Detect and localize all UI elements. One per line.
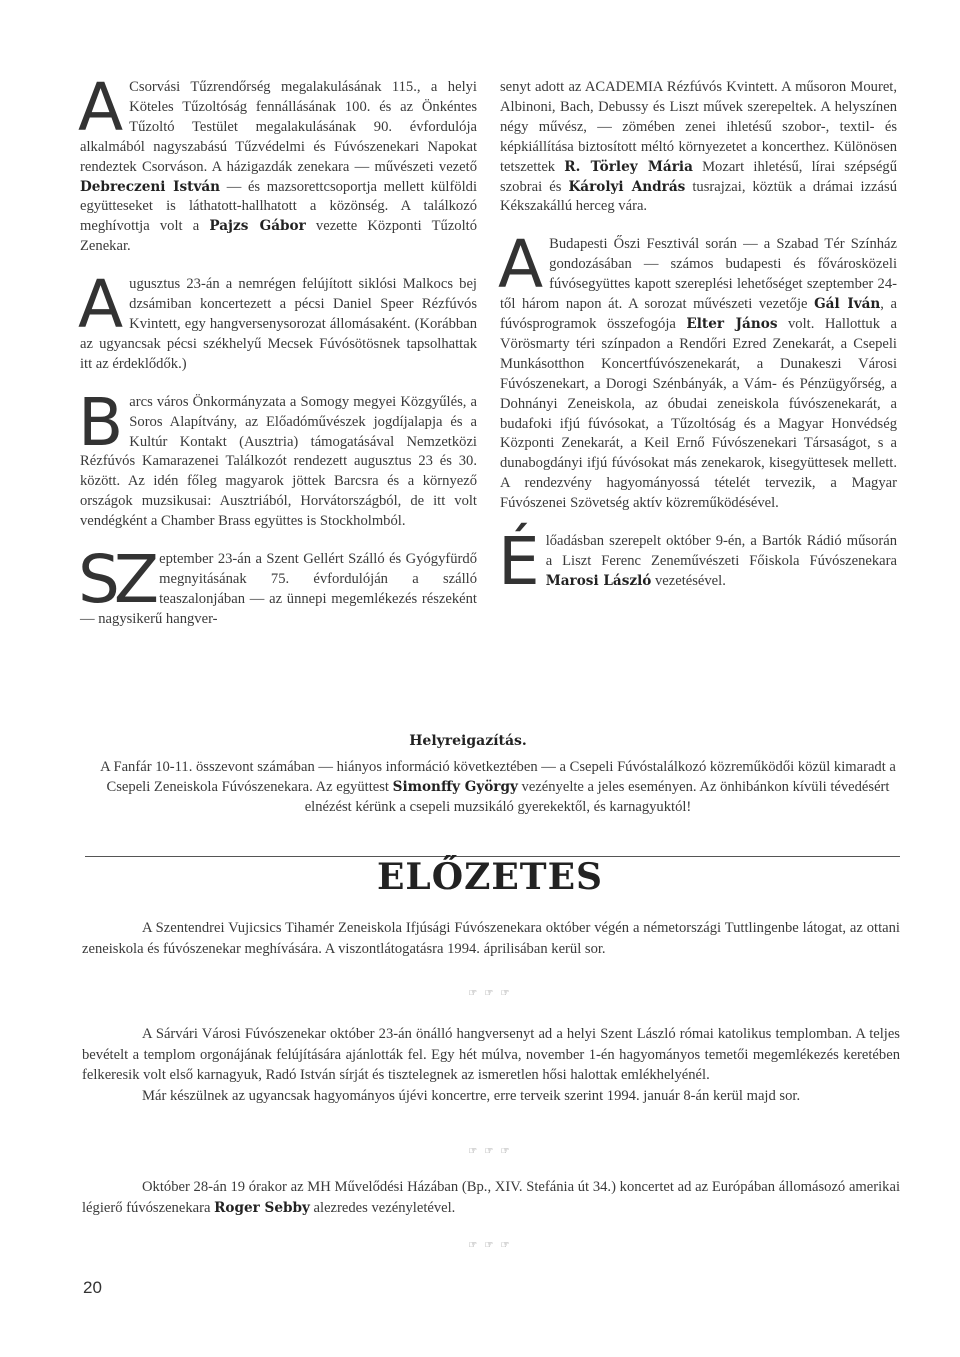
drop-cap: A xyxy=(78,266,124,344)
text-run: Már készülnek az ugyancsak hagyományos újévi koncertre, erre terveik szerint 1994. január 8-án kerül majd sor. xyxy=(142,1087,801,1104)
text-run: Mozart ihletésű, lírai szépségű szobrai és xyxy=(500,158,897,195)
text-run: A Fanfár 10-11. összevont számában — hiányos információ következtében — a Csepeli Fúvóstalálkozó közreműködői közül kimaradt a Csepeli Zeneiskola Fúvószenekara. Az együttest xyxy=(100,759,896,795)
preview-paragraph xyxy=(82,1086,900,1107)
text-run: Október 28-án 19 órakor az MH Művelődési Házában (Bp., XIV. Stefánia út 34.) koncertet ad az Európában állomásozó amerikai légierő fúvószenekara xyxy=(82,1179,900,1216)
news-item xyxy=(498,523,897,601)
correction-text xyxy=(88,758,908,818)
news-item xyxy=(78,266,477,375)
bold-name: Debreczeni István xyxy=(80,178,221,195)
text-run: , a fúvósprogramok összefogója xyxy=(500,296,897,332)
text-run: alezredes vezényletével. xyxy=(309,1199,456,1216)
bold-name: Pajzs Gábor xyxy=(209,218,306,235)
text-run: lőadásban szerepelt október 9-én, a Bartók Rádió műsorán a Liszt Ferenc Zeneművészeti Főiskola Fúvószenekara xyxy=(545,533,897,569)
preview-paragraph xyxy=(82,1024,900,1086)
text-run: tusrajzai, köztük a drámai izzású Kékszakállú herceg vára. xyxy=(500,178,897,215)
left-column xyxy=(78,69,478,648)
drop-cap: SZ xyxy=(78,541,154,619)
news-item-continued xyxy=(500,78,897,217)
news-item-text xyxy=(78,383,477,530)
drop-cap: A xyxy=(498,226,544,304)
news-item-text xyxy=(498,226,898,512)
text-run: A Szentendrei Vujicsics Tihamér Zeneiskola Ifjúsági Fúvószenekara október végén a németországi Tuttlingenbe látogat, az ottani zeneiskola és fúvószenekar meghívására. A viszontlátogatásra 1994. áprilisában kerül sor. xyxy=(82,920,900,957)
bold-name: Károlyi András xyxy=(568,178,686,195)
preview-item xyxy=(82,1177,900,1218)
bold-name: Gál Iván xyxy=(814,296,881,313)
news-item xyxy=(78,383,477,532)
text-run: vezette Központi Tűzoltó Zenekar. xyxy=(80,218,477,255)
bold-name: Elter János xyxy=(686,315,778,332)
text-run: Budapesti Őszi Fesztivál során — a Szabad Tér Színház gondozásában — számos budapesti és fővárosközeli fúvósegyüttes kapott szereplési lehetőséget szeptember 24-től három napon át. A sorozat művészeti vezetője xyxy=(500,236,897,313)
news-item-text xyxy=(546,533,897,589)
text-run: arcs város Önkormányzata a Somogy megyei Közgyűlés, a Soros Alapítvány, az Előadóművészek jogdíjalapja és a Kultúr Kontakt (Ausztria) támogatásával Nemzetközi Rézfúvós Kamarazenei Találkozót rendezett augusztus 23 és 30. között. Az idén főleg magyarok jöttek Barcsra és a környező országok muzsikusai: Ausztriából, Horvátországból, de itt volt vendégként a Chamber Brass együttes is Stockholmból. xyxy=(80,393,477,530)
separator-pointing-hands-icon: ☞ ☞ ☞ xyxy=(468,1146,512,1157)
text-run: ugusztus 23-án a nemrégen felújított siklósi Malkocs bej dzsámiban koncertezett a pécsi Daniel Speer Rézfúvós Kvintett, egy hangversenysorozat állomásaként. (Korábban az ugyancsak pécsi székhelyű Mecsek Fúvósötösnek tapsolhattak itt az érdeklődők.) xyxy=(80,276,477,372)
text-run: vezényelte a jeles eseményen. Az önhibánkon kívüli tévedésért elnézést kérünk a csepeli muzsikáló gyerekektől, és karnagyuktól! xyxy=(304,778,890,815)
drop-cap: B xyxy=(78,383,124,461)
bold-name: Roger Sebby xyxy=(214,1199,310,1216)
text-run: Csorvási Tűzrendőrség megalakulásának 115., a helyi Köteles Tűzoltóság fennállásának 100. és az Önkéntes Tűzoltó Testület megalakulásának 90. évfordulója alkalmából nagyszabású Tűzvédelmi és Fúvószenekari Napokat rendeztek Csorváson. A házigazdák zenekara — művészeti vezető xyxy=(80,79,477,175)
news-item-text xyxy=(500,79,897,214)
preview-paragraph xyxy=(82,1177,900,1218)
news-item xyxy=(498,226,898,514)
bold-name: Simonffy György xyxy=(392,778,518,795)
news-item-text xyxy=(78,69,478,255)
text-run: — és mazsorettcsoportja mellett külföldi együtteseket is láthatott-hallhatott a közönség. A találkozó meghívottja volt a xyxy=(80,178,478,235)
separator-pointing-hands-icon: ☞ ☞ ☞ xyxy=(468,988,512,999)
text-run: eptember 23-án a Szent Gellért Szálló és Gyógyfürdő megnyitásának 75. évfordulóján a szálló teaszalonjában — az ünnepi megemlékezés részeként — nagysikerű hangver- xyxy=(80,551,477,627)
correction-title: Helyreigazítás. xyxy=(409,733,527,749)
preview-paragraph xyxy=(82,918,900,959)
news-item-text xyxy=(78,266,477,372)
news-item xyxy=(78,69,478,257)
drop-cap: A xyxy=(78,69,124,146)
bold-name: Marosi László xyxy=(545,572,652,589)
preview-item xyxy=(82,1024,900,1106)
separator-pointing-hands-icon: ☞ ☞ ☞ xyxy=(468,1240,512,1251)
text-run: A Sárvári Városi Fúvószenekar október 23-án önálló hangversenyt ad a helyi Szent László római katolikus templomban. A teljes bevételt a templom orgonájának felújítására ajánlották fel. Egy hét múlva, november 1-én hagyományos temetői megemlékezés keretében felkeresik volt első karnagyuk, Radó István sírját és tisztelegnek az ismeretlen hősi halottak emlékhelyénél. xyxy=(82,1026,900,1083)
preview-item xyxy=(82,918,900,959)
text-run: volt. Hallottuk a Vörösmarty téri színpadon a Rendőri Ezred Zenekarát, a Csepeli Munkásotthon Koncertfúvószenekarát, a Dunakeszi Városi Fúvószenekart, a Dorogi Szénbányák, a Vám- és Pénzügyőrség, a Dohnányi Zeneiskola, az óbudai zeneiskola fúvószenekarát, a budafoki ifjú fúvósokat, a Tűzoltóság és a Magyar Honvédség Központi Zenekarát, a Keil Ernő Fúvószenekari Társaságot, s a dunabogdányi ifjú fúvósokat más zenekarok, kisegyüttesek mellett. A rendezvény hagyományossá tételét tervezik, a Magyar Fúvószenei Szövetség aktív közreműködésével. xyxy=(500,315,898,512)
preview-heading: ELŐZETES xyxy=(376,856,604,898)
correction-notice xyxy=(88,733,908,818)
text-run: vezetésével. xyxy=(651,572,726,589)
drop-cap: É xyxy=(498,523,540,601)
news-item xyxy=(78,541,477,630)
text-run: senyt adott az ACADEMIA Rézfúvós Kvintett. A műsoron Mouret, Albinoni, Bach, Debussy és Liszt művek szerepeltek. A helyszínen négy művész, — zömében zenei ihletésű szobor-, textil- és képkiállítása biztosított méltó környezetet a koncerthez. Különösen tetszettek xyxy=(500,79,897,175)
right-column xyxy=(500,78,897,610)
bold-name: R. Törley Mária xyxy=(564,158,693,175)
page-number: 20 xyxy=(83,1278,102,1297)
